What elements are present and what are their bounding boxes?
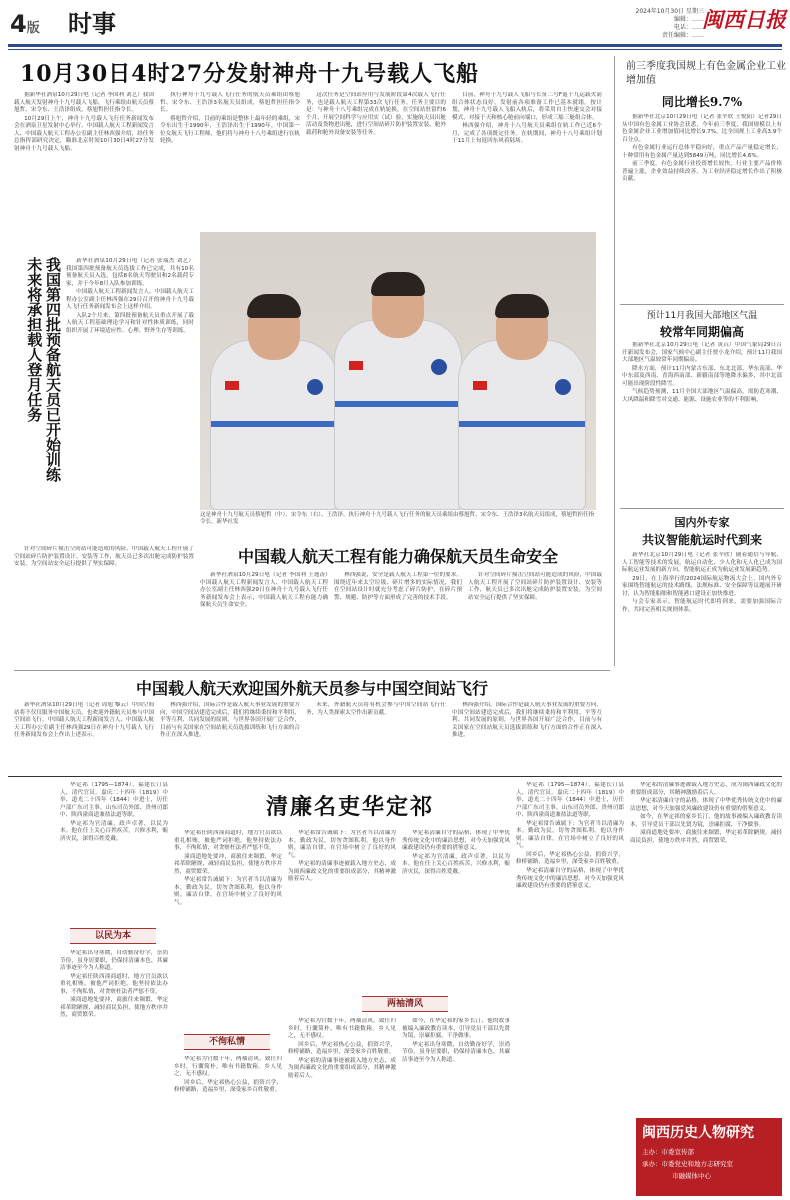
astronaut-right-suit <box>458 340 586 510</box>
duty-line: 责任编辑：…… <box>661 32 704 40</box>
clean-col-3a: 华定祁常告诫属下：为官者当以清廉为本，勤政为民，切勿贪图私利。他以身作则，廉洁自律，在官场中树立了良好的风气。 华定祁的清廉事迹被载入地方史志，成为闽西廉政文化的重要组成部分，其精神激励着后人。 <box>288 830 396 883</box>
section-title: 时事 <box>68 9 116 38</box>
right-headline-3a: 国内外专家 <box>674 516 730 529</box>
clean-col-3b: 华定祁为官数十年，两袖清风。致仕归乡时，行囊简朴，唯有书籍数箱。乡人见之，无不感叹。 回乡后，华定祁热心公益，捐资兴学，修桥铺路，造福乡里，深受家乡百姓敬重。 华定祁的清廉事迹被载入地方史志，成为闽西廉政文化的重要组成部分，其精神激励着后人。 <box>288 1018 396 1079</box>
bottom-section-rule <box>8 776 782 777</box>
right-col-body-3: 新华社北京10月29日电（记者 张辛欣）随着通信与导航、人工智能等技术的发展，航运自动化、少人化和无人化已成为国际航运业发展的新方向，智能航运正成为航运业发展新趋势。 29日，在上海举行的2024国际航运物流大会上，国内外专家围绕智能航运的技术路线、法规标准、安全保障等议题展开研讨，认为智能船舶和智能港口建设正加快推进。 与会专家表示，智能航运时代即将到来，需要加强国际合作，共同完善相关规则体系。 <box>622 552 782 613</box>
clean-col-2b: 华定祁为官数十年，两袖清风。致仕归乡时，行囊简朴，唯有书籍数箱。乡人见之，无不感叹。 回乡后，华定祁热心公益，捐资兴学，修桥铺路，造福乡里，深受家乡百姓敬重。 <box>174 1056 282 1094</box>
lead-col-2: 执行神舟十九号载人飞行任务的航天员乘组由蔡旭哲、宋令东、王浩泽3名航天员组成，蔡旭哲担任指令长。 蔡旭哲介绍，目前的乘组是整体上最年轻的乘组，宋令东出生于1990年，王浩泽出生于1990年，中国第一位女航天飞行工程师，他们将与神舟十八号乘组进行在轨轮换。 <box>160 92 300 145</box>
header-meta <box>592 8 704 40</box>
astronaut-right-hair <box>495 294 549 318</box>
subhead-min-wei-ben: 以民为本 <box>70 928 156 944</box>
clean-col-1b: 华定祁出身寒微，自幼勤奋好学，崇尚节俭，虽身居要职，仍保持清廉本色，其廉洁事迹至今为人称道。 华定祁任陕西潼商道时，地方官员欲以重礼相贿，被他严词拒绝。他坚持依法办事，不徇私情，对贪赃枉法者严惩不贷。 潼商道地处要冲，商旅往来频繁，华定祁革除陋规，减轻商民负担，使地方秩序井然，商贸繁荣。 <box>60 950 168 1019</box>
lead-col-3: 这次任务是空间站应用与发展阶段第4次载人飞行任务，也是载人航天工程第33次飞行任务。任务主要目的是：与神舟十八号乘组完成在轨轮换，在空间站驻留约6个月，开展空间科学与应用实（试）验，实施航天员出舱活动及货物进出舱，进行空间站碎片防护装置安装、舱外载荷和舱外设备安装等任务。 <box>306 92 446 136</box>
issue-date: 2024年10月30日 <box>635 8 685 15</box>
section-divider <box>14 670 610 671</box>
right-headline-2: 较常年同期偏高 <box>659 325 744 339</box>
promo-co-organizer: 市融媒体中心 <box>672 1172 711 1180</box>
safety-col-3: 针对空间碎片撞击空间站可能造成的风险，中国载人航天工程开展了空间站碎片防护装置设计、安装等工作，航天员已多次出舱完成防护装置安装，为空间站安全运行提供了坚实保障。 <box>468 572 602 601</box>
lead-headline: 10月30日4时27分发射神舟十九号载人飞船 <box>20 61 480 87</box>
photo-caption: 这是神舟十九号航天员蔡旭哲（中）、宋令东（右）、王浩泽。执行神舟十九号载人飞行任务的航天员乘组由蔡旭哲、宋令东、王浩泽3名航天员组成，蔡旭哲担任指令长。新华社发 <box>200 512 595 526</box>
lead-col-4: 目前，神舟十九号载人飞船与长征二号F遥十九运载火箭组合体状态良好，发射前各项准备工作已基本就绪。按计划，神舟十九号载人飞船入轨后，将采用自主快速交会对接模式，对接于天和核心舱前向端口，形成三船三舱组合体。 林西强介绍，神舟十八号航天员乘组在轨工作已近6个月，完成了各项既定任务。在轨期间，神舟十八号乘组计划于11月上旬返回东风着陆场。 <box>452 92 602 145</box>
promo-title: 闽西历史人物研究 <box>642 1125 754 1141</box>
page-number: 4版 <box>10 10 40 38</box>
phone-line: 电话：…… <box>673 24 704 32</box>
right-col-body-1: 据新华社北京10月29日电（记者 张辛欣 王悦阳）记者29日从中国有色金属工业协会获悉，今年前三季度，我国规模以上有色金属企业工业增加值同比增长9.7%，比全国规上工业高3.9个百分点。 有色金属行业运行总体平稳向好，重点产品产量稳定增长，十种常用有色金属产量达到5849万吨，同比增长4.6%。 前三季度，有色金属行业投资增长较快，行业主要产品价格普遍上涨，企业效益持续改善，为工业经济稳定增长作出了积极贡献。 <box>622 114 782 183</box>
safety-headline: 中国载人航天工程有能力确保航天员生命安全 <box>237 547 558 566</box>
foreign-col-4: 林西强介绍，国际合作是载人航天事业发展的重要方向，中国空间站建造完成后，我们将继续秉持和平利用、平等互利、共同发展的原则，与世界各国开展广泛合作，目前与有关国家在空间站航天员选拔训练和飞行方面的合作正在深入推进。 <box>452 702 602 739</box>
issue-weekday: 星期三 <box>685 8 704 15</box>
astronaut-left-hair <box>247 294 301 318</box>
clean-col-6: 华定祁的清廉事迹被载入地方史志，成为闽西廉政文化的重要组成部分，其精神激励着后人。 华定祁清廉自守的品格，体现了中华优秀传统文化中的廉洁思想，对今天加强党风廉政建设仍有重要的借鉴意义。 如今，在华定祁的家乡长汀，他的故事被编入廉政教育读本，引导党员干部以先贤为镜，崇廉拒腐，干净做事。 潼商道地处要冲，商旅往来频繁，华定祁革除陋规，减轻商民负担，使地方秩序井然，商贸繁荣。 <box>630 782 782 844</box>
newspaper-logo: 闽西日报 <box>702 7 786 32</box>
right-divider-1 <box>620 304 784 305</box>
foreign-col-1: 新华社酒泉10月29日电（记者 周旭 黎云）中国空间站将不仅仅服务中国航天员，也欢迎外籍航天员参与中国空间站飞行。中国载人航天工程新闻发言人、中国载人航天工程办公室副主任林西强29日在神舟十九号载人飞行任务新闻发布会上作出上述表示。 <box>14 702 154 739</box>
astronaut-center-hair <box>371 272 425 296</box>
clean-col-2a: 华定祁任陕西潼商道时，地方官员欲以重礼相贿，被他严词拒绝。他坚持依法办事，不徇私情，对贪赃枉法者严惩不贷。 潼商道地处要冲，商旅往来频繁，华定祁革除陋规，减轻商民负担，使地方秩序井然，商贸繁荣。 华定祁常告诫属下：为官者当以清廉为本，勤政为民，切勿贪图私利。他以身作则，廉洁自律，在官场中树立了良好的风气。 <box>174 830 282 906</box>
right-kicker-2: 预计11月我国大部地区气温 <box>646 311 758 321</box>
astronaut-center-suit <box>334 320 462 510</box>
clean-col-4b: 如今，在华定祁的家乡长汀，他的故事被编入廉政教育读本，引导党员干部以先贤为镜，崇廉拒腐，干净做事。 华定祁出身寒微，自幼勤奋好学，崇尚节俭，虽身居要职，仍保持清廉本色，其廉洁事迹至今为人称道。 <box>402 1018 510 1063</box>
right-column-rule <box>614 56 615 666</box>
header-rule <box>8 44 782 47</box>
crew-photo <box>200 232 596 510</box>
right-headline-3b: 共议智能航运时代到来 <box>641 533 762 547</box>
masthead <box>0 0 790 56</box>
clean-col-1a: 华定祁（1795—1874），福建长汀县人，清代官员。嘉庆二十四年（1819）中举，道光二十四年（1844）中进士，历任户部广东司主事、山东司员外郎、贵州司郎中、陕西潼商道兼盐法道等职。 华定祁为官清廉，政声卓著，以民为本。他在任上关心百姓疾苦，兴修水利，赈济灾民，深得百姓爱戴。 <box>60 782 168 842</box>
safety-col-2: 林西强说，安全是载人航天工程第一位的要求。围绕近年来太空垃圾、碎片增多的实际情况，我们在空间站设计时就充分考虑了碎片防护，在碎片预警、规避、防护等方面形成了完善的技术手段。 <box>334 572 462 601</box>
right-divider-2 <box>620 508 784 509</box>
foreign-col-3: 未来，外籍航天员将有机会参与中国空间站飞行任务，为人类探索太空作出新贡献。 <box>306 702 446 716</box>
clean-col-4a: 华定祁清廉自守的品格，体现了中华优秀传统文化中的廉洁思想，对今天加强党风廉政建设仍有重要的借鉴意义。 华定祁为官清廉，政声卓著，以民为本。他在任上关心百姓疾苦，兴修水利，赈济灾民，深得百姓爱戴。 <box>402 830 510 875</box>
right-col-body-2: 据新华社北京10月29日电（记者 黄垚）中国气象局29日召开新闻发布会，国家气候中心副主任贾小龙介绍，预计11月我国大部地区气温较常年同期偏高。 降水方面，预计11月内蒙古东部、东北北部、华东南部、华中东部及西南、青海西南部、新疆南部等地降水偏多，其中北部可能出现阶段性降雪。 气候趋势预测，11月全国大部地区气温偏高，需防范寒潮、大风降温和降雪对交通、能源、设施农业等的不利影响。 <box>622 342 782 403</box>
clean-official-headline: 清廉名吏华定祁 <box>266 794 435 820</box>
editor-line: 编辑：…… <box>673 16 704 24</box>
foreign-col-2: 林西强介绍，国际合作是载人航天事业发展的重要方向，中国空间站建造完成后，我们将继续秉持和平利用、平等互利、共同发展的原则，与世界各国开展广泛合作，目前与有关国家在空间站航天员选拔训练和飞行方面的合作正在深入推进。 <box>160 702 300 739</box>
foreign-headline: 中国载人航天欢迎国外航天员参与中国空间站飞行 <box>135 679 488 698</box>
safety-col-0: 针对空间碎片撞击空间站可能造成的风险，中国载人航天工程开展了空间站碎片防护装置设计、安装等工作，航天员已多次出舱完成防护装置安装，为空间站安全运行提供了坚实保障。 <box>14 546 194 568</box>
astronaut-training-body: 新华社酒泉10月29日电（记者 张瑞杰 刘艺）我国第四批预备航天员选拔工作已完成，共有10名预备航天员入选，包括8名航天驾驶员和2名载荷专家，并于今年8月入队参加训练。 中国载人航天工程新闻发言人、中国载人航天工程办公室副主任林西强在29日召开的神舟十九号载人飞行任务新闻发布会上这样介绍。 入队2个月来，第四批预备航天员重点开展了载人航天工程基础理论学习和针对性体质训练，同时组织开展了环境适应性、心理、野外生存等训练。 <box>66 258 194 334</box>
promo-organizer: 承办：市委党史和地方志研究室 <box>642 1160 733 1168</box>
right-kicker-1: 前三季度我国规上有色金属企业工业增加值 <box>626 61 786 86</box>
subhead-liang-xiu-qing-feng: 两袖清风 <box>362 996 448 1012</box>
subhead-bu-xun-si-qing: 不徇私情 <box>184 1034 270 1050</box>
clean-col-5: 华定祁（1795—1874），福建长汀县人，清代官员。嘉庆二十四年（1819）中举，道光二十四年（1844）中进士，历任户部广东司主事、山东司员外郎、贵州司郎中、陕西潼商道兼盐法道等职。 华定祁常告诫属下：为官者当以清廉为本，勤政为民，切勿贪图私利。他以身作则，廉洁自律，在官场中树立了良好的风气。 回乡后，华定祁热心公益，捐资兴学，修桥铺路，造福乡里，深受家乡百姓敬重。 华定祁清廉自守的品格，体现了中华优秀传统文化中的廉洁思想，对今天加强党风廉政建设仍有重要的借鉴意义。 <box>516 782 624 890</box>
safety-col-1: 新华社酒泉10月29日电（记者 李国利 王逸涛）中国载人航天工程新闻发言人、中国载人航天工程办公室副主任林西强29日在神舟十九号载人飞行任务新闻发布会上表示，中国载人航天工程有能力确保航天员生命安全。 <box>200 572 328 609</box>
astronaut-left-suit <box>210 340 338 510</box>
right-headline-1: 同比增长9.7% <box>661 95 743 109</box>
lead-col-1: 据新华社酒泉10月29日电（记者 李国利 刘艺）我国载人航天发射神舟十九号载人飞船，飞行乘组由航天员蔡旭哲、宋令东、王浩泽组成，蔡旭哲担任指令长。 10月29日上午，神舟十九号载人飞行任务新闻发布会在酒泉卫星发射中心举行。中国载人航天工程新闻发言人、中国载人航天工程办公室副主任林西强介绍，经任务总指挥部研究决定，瞄准北京时间10月30日4时27分发射神舟十九号载人飞船。 <box>14 92 154 152</box>
astronaut-training-headline: 我国第四批预备航天员已开始训练 未来将承担载人登月任务 <box>25 257 62 482</box>
promo-sponsor: 主办：市委宣传部 <box>642 1148 694 1156</box>
header-rule-thin <box>8 49 782 50</box>
